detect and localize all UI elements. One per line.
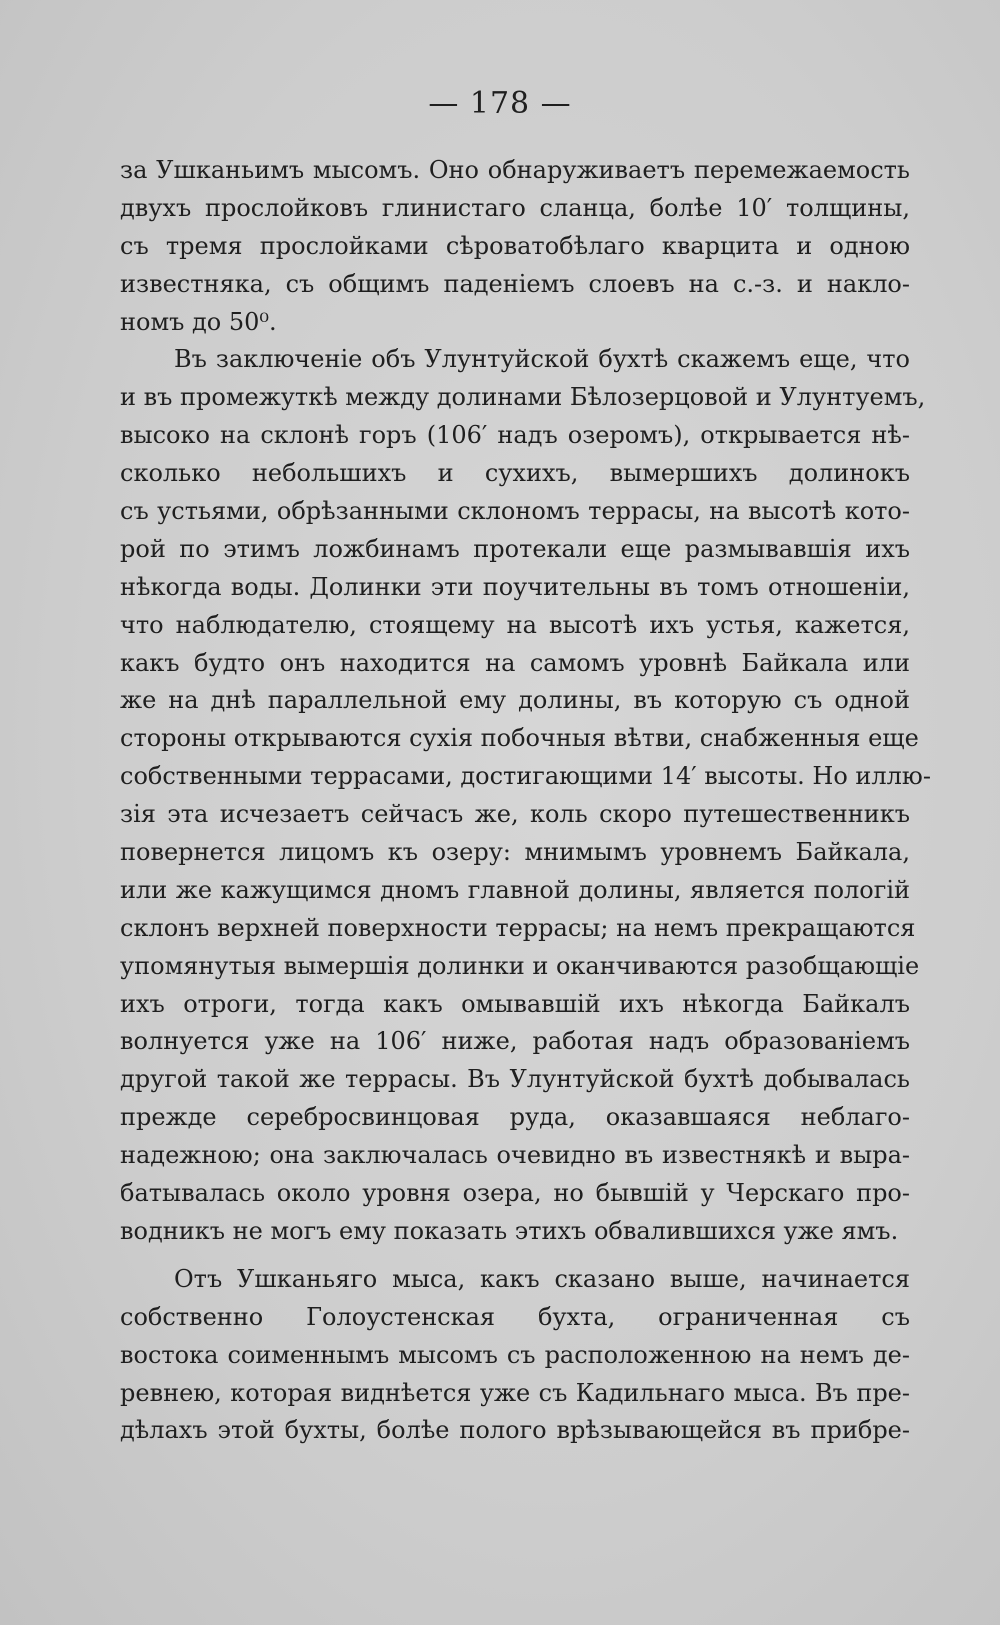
paragraph <box>120 341 931 1250</box>
paragraph <box>120 152 910 341</box>
text-line: востока соименнымъ мысомъ съ расположенною на немъ де- <box>120 1340 910 1369</box>
text-line: упомянутыя вымершія долинки и оканчиваются разобщающіе <box>120 951 920 980</box>
text-line: батывалась около уровня озера, но бывшій у Черскаго про- <box>120 1179 910 1208</box>
text-line: волнуется уже на 106′ ниже, работая надъ образованіемъ <box>120 1027 910 1056</box>
text-line: ревнею, которая виднѣется уже съ Кадильнаго мыса. Въ пре- <box>120 1378 910 1407</box>
text-line: склонъ верхней поверхности террасы; на немъ прекращаются <box>120 913 916 942</box>
text-line: сколько небольшихъ и сухихъ, вымершихъ долинокъ <box>120 459 910 488</box>
page-text <box>120 152 931 1450</box>
text-line: и въ промежуткѣ между долинами Бѣлозерцовой и Улунтуемъ, <box>120 383 926 412</box>
text-line: Отъ Ушканьяго мыса, какъ сказано выше, начинается <box>174 1264 910 1293</box>
page-number: — 178 — <box>428 86 572 121</box>
text-line: зія эта исчезаетъ сейчасъ же, коль скоро путешественникъ <box>120 800 910 829</box>
text-line: собственными террасами, достигающими 14′ высоты. Но иллю- <box>120 762 931 791</box>
text-line: Въ заключеніе объ Улунтуйской бухтѣ скажемъ еще, что <box>174 345 910 374</box>
paragraph <box>120 1261 910 1450</box>
text-line: съ тремя прослойками сѣроватобѣлаго кварцита и одною <box>120 231 910 260</box>
text-line: высоко на склонѣ горъ (106′ надъ озеромъ), открывается нѣ- <box>120 421 910 450</box>
text-line: за Ушканьимъ мысомъ. Оно обнаруживаетъ перемежаемость <box>120 156 910 184</box>
text-line: рой по этимъ ложбинамъ протекали еще размывавшія ихъ <box>120 534 910 563</box>
text-line: же на днѣ параллельной ему долины, въ которую съ одной <box>120 686 910 715</box>
text-line: надежною; она заключалась очевидно въ известнякѣ и выра- <box>120 1141 910 1170</box>
text-line: водникъ не могъ ему показать этихъ обвалившихся уже ямъ. <box>120 1216 899 1245</box>
text-line: нѣкогда воды. Долинки эти поучительны въ томъ отношеніи, <box>120 572 910 601</box>
text-line: двухъ прослойковъ глинистаго сланца, болѣе 10′ толщины, <box>120 193 910 222</box>
text-line: известняка, съ общимъ паденіемъ слоевъ на с.-з. и накло- <box>120 269 910 298</box>
text-line: или же кажущимся дномъ главной долины, является пологій <box>120 875 910 904</box>
text-line: номъ до 50⁰. <box>120 307 277 336</box>
text-line: какъ будто онъ находится на самомъ уровнѣ Байкала или <box>120 648 910 677</box>
text-line: другой такой же террасы. Въ Улунтуйской бухтѣ добывалась <box>120 1065 910 1094</box>
text-line: дѣлахъ этой бухты, болѣе полого врѣзывающейся въ прибре- <box>120 1416 910 1445</box>
text-line: собственно Голоустенская бухта, ограниченная съ <box>120 1302 910 1331</box>
text-line: ихъ отроги, тогда какъ омывавшій ихъ нѣкогда Байкалъ <box>120 989 910 1018</box>
text-line: съ устьями, обрѣзанными склономъ террасы, на высотѣ кото- <box>120 497 910 526</box>
text-line: что наблюдателю, стоящему на высотѣ ихъ устья, кажется, <box>120 610 910 639</box>
text-line: повернется лицомъ къ озеру: мнимымъ уровнемъ Байкала, <box>120 838 910 867</box>
text-line: прежде серебросвинцовая руда, оказавшаяся неблаго- <box>120 1103 910 1132</box>
text-line: стороны открываются сухія побочныя вѣтви, снабженныя еще <box>120 724 919 753</box>
